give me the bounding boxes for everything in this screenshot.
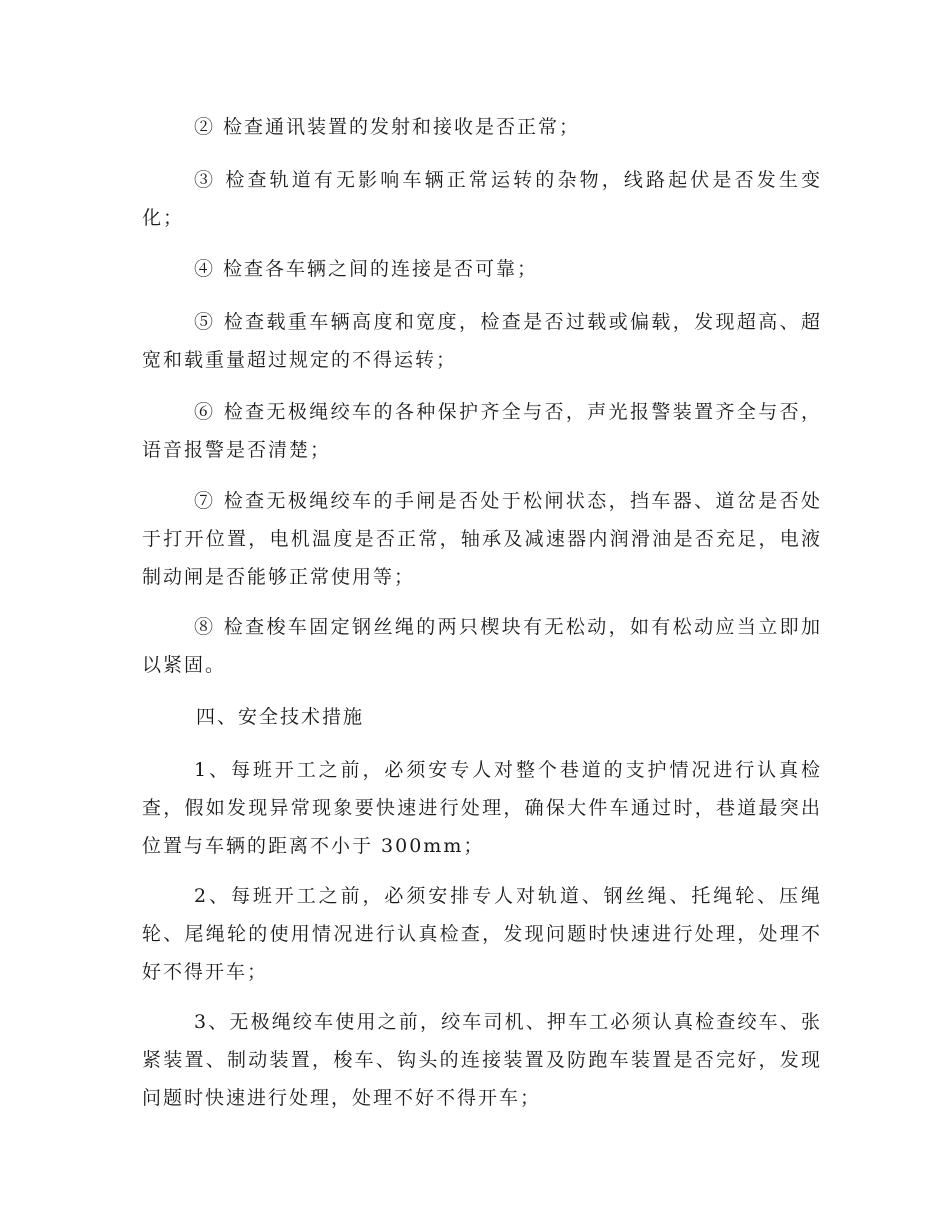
measure-item-3: 3、无极绳绞车使用之前，绞车司机、押车工必须认真检查绞车、张紧装置、制动装置，梭车、钩头的连接装置及防跑车装置是否完好，发现问题时快速进行处理，处理不好不得开车； — [142, 1011, 822, 1109]
check-item-2: ② 检查通讯装置的发射和接收是否正常； — [194, 116, 581, 138]
measure-item-1: 1、每班开工之前，必须安专人对整个巷道的支护情况进行认真检查，假如发现异常现象要快速进行处理，确保大件车通过时，巷道最突出位置与车辆的距离不小于 300mm； — [142, 759, 822, 857]
check-item-3: ③ 检查轨道有无影响车辆正常运转的杂物，线路起伏是否发生变化； — [142, 169, 822, 229]
check-item-6: ⑥ 检查无极绳绞车的各种保护齐全与否，声光报警装置齐全与否，语音报警是否清楚； — [142, 401, 822, 461]
check-item-7: ⑦ 检查无极绳绞车的手闸是否处于松闸状态，挡车器、道岔是否处于打开位置，电机温度是否正常，轴承及减速器内润滑油是否充足，电液制动闸是否能够正常使用等； — [142, 490, 822, 588]
check-item-8: ⑧ 检查梭车固定钢丝绳的两只楔块有无松动，如有松动应当立即加以紧固。 — [142, 616, 822, 676]
section-heading: 四、安全技术措施 — [196, 706, 365, 728]
measure-item-2: 2、每班开工之前，必须安排专人对轨道、钢丝绳、托绳轮、压绳轮、尾绳轮的使用情况进行认真检查，发现问题时快速进行处理，处理不好不得开车； — [142, 885, 822, 983]
check-item-4: ④ 检查各车辆之间的连接是否可靠； — [194, 258, 539, 280]
check-item-5: ⑤ 检查载重车辆高度和宽度，检查是否过载或偏载，发现超高、超宽和载重量超过规定的不得运转； — [142, 311, 822, 371]
